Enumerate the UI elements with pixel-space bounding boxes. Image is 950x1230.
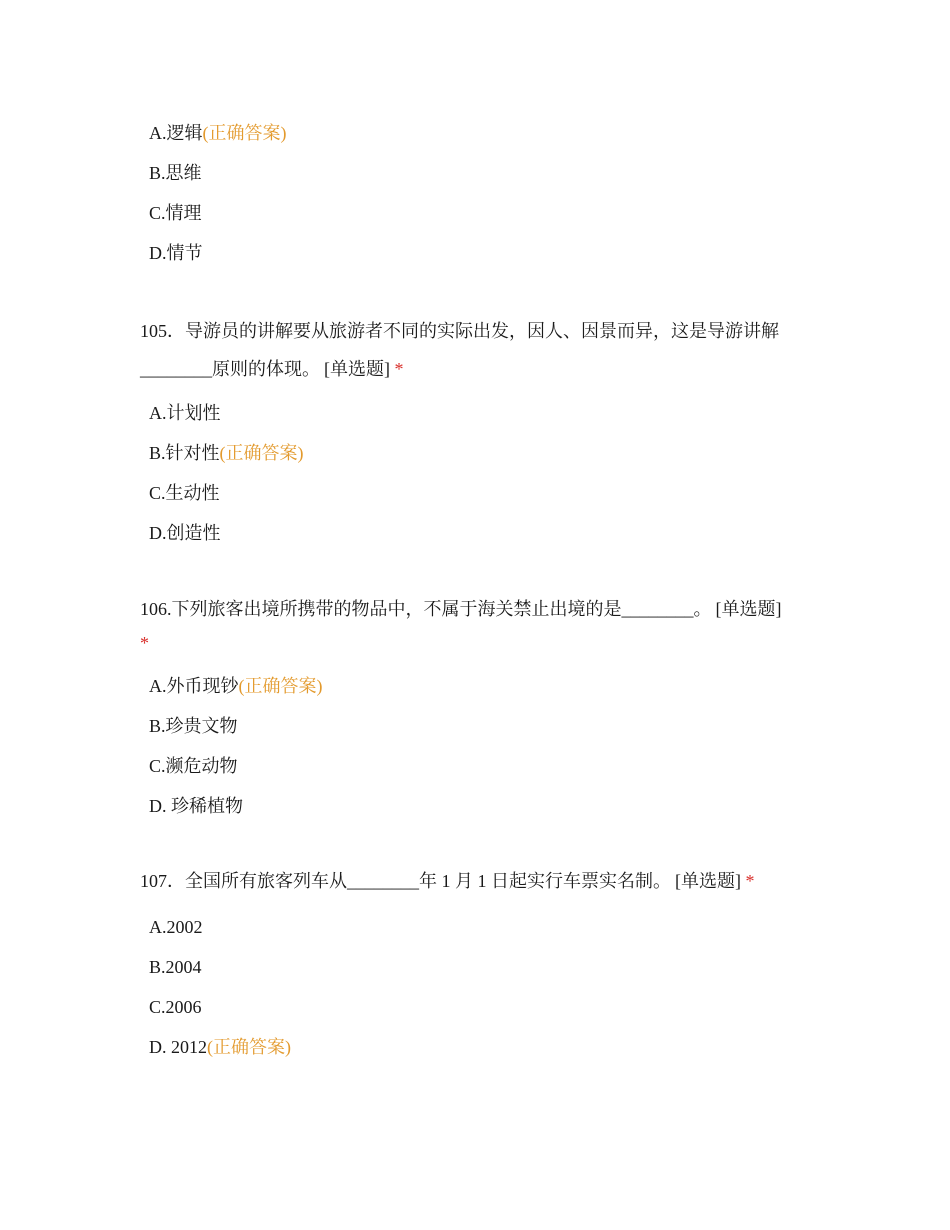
option-d[interactable] — [149, 521, 221, 545]
required-marker: * — [140, 633, 149, 653]
option-text: D.创造性 — [149, 523, 221, 543]
question-line-2: ________原则的体现。 [单选题] * — [140, 359, 404, 379]
option-text: C.濒危动物 — [149, 756, 238, 776]
option-c[interactable] — [149, 201, 202, 225]
correct-answer-marker: (正确答案) — [219, 443, 304, 463]
question-line-1: 106.下列旅客出境所携带的物品中，不属于海关禁止出境的是________。 [单选题] — [140, 599, 782, 619]
option-c[interactable] — [149, 995, 202, 1019]
correct-answer-marker: (正确答案) — [238, 676, 323, 696]
required-marker: * — [394, 359, 404, 379]
option-text: A.逻辑 — [149, 123, 203, 143]
question-text — [140, 312, 810, 388]
option-text: B.2004 — [149, 957, 202, 977]
option-b[interactable] — [149, 955, 202, 979]
option-text: D. 2012 — [149, 1037, 207, 1057]
option-c[interactable] — [149, 754, 238, 778]
option-d[interactable] — [149, 241, 203, 265]
option-c[interactable] — [149, 481, 220, 505]
question-type-tag: [单选题] — [675, 871, 741, 891]
question-text — [140, 592, 810, 660]
option-text: B.珍贵文物 — [149, 716, 238, 736]
option-text: D.情节 — [149, 243, 203, 263]
option-a[interactable] — [149, 915, 203, 939]
option-text: B.针对性 — [149, 443, 220, 463]
option-text: C.生动性 — [149, 483, 220, 503]
question-type-tag: [单选题] — [324, 359, 390, 379]
question-line-1: 107．全国所有旅客列车从________年 1 月 1 日起实行车票实名制。 [单选题] * — [140, 871, 755, 891]
question-text — [140, 862, 810, 900]
correct-answer-marker: (正确答案) — [202, 123, 287, 143]
option-d[interactable] — [149, 1035, 291, 1059]
option-a[interactable] — [149, 401, 221, 425]
option-d[interactable] — [149, 794, 243, 818]
option-text: D. 珍稀植物 — [149, 796, 243, 816]
option-a[interactable] — [149, 674, 323, 698]
option-b[interactable] — [149, 441, 304, 465]
required-marker: * — [745, 871, 755, 891]
option-b[interactable] — [149, 714, 238, 738]
option-a[interactable] — [149, 121, 287, 145]
option-text: C.情理 — [149, 203, 202, 223]
option-text: C.2006 — [149, 997, 202, 1017]
option-text: B.思维 — [149, 163, 202, 183]
option-text: A.外币现钞 — [149, 676, 239, 696]
question-line-1: 105．导游员的讲解要从旅游者不同的实际出发，因人、因景而异，这是导游讲解 — [140, 321, 779, 341]
question-type-tag: [单选题] — [715, 599, 782, 619]
option-text: A.计划性 — [149, 403, 221, 423]
correct-answer-marker: (正确答案) — [207, 1037, 291, 1057]
option-text: A.2002 — [149, 917, 203, 937]
option-b[interactable] — [149, 161, 202, 185]
